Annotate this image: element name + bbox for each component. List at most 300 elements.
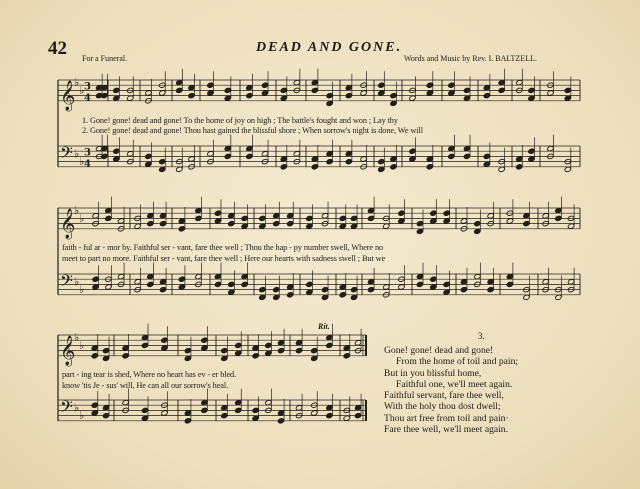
note-head xyxy=(487,286,494,292)
hymn-title: DEAD AND GONE. xyxy=(256,40,403,55)
note-head xyxy=(195,215,202,221)
note-head xyxy=(390,100,397,106)
note-head xyxy=(367,215,374,221)
note-head xyxy=(339,284,346,290)
note-head xyxy=(287,284,294,290)
note-head xyxy=(91,353,98,359)
note-head xyxy=(241,223,248,229)
clef-symbol: 𝄢 xyxy=(60,396,73,421)
note-head xyxy=(483,92,490,98)
note-head xyxy=(555,215,562,221)
note-head xyxy=(430,276,437,282)
note-head xyxy=(184,355,191,361)
note-head xyxy=(555,207,562,213)
note-head xyxy=(273,213,280,219)
verse-line: With the holy thou dost dwell; xyxy=(384,401,501,413)
verse-line: But in you blissful home, xyxy=(384,367,482,379)
note-head xyxy=(354,412,361,418)
note-head xyxy=(326,334,333,340)
note-head xyxy=(117,273,124,279)
note-head xyxy=(145,90,152,96)
note-head xyxy=(122,399,129,405)
flat-symbol: ♭ xyxy=(79,339,85,353)
note-head xyxy=(214,210,221,216)
note-head xyxy=(261,82,268,88)
note-head xyxy=(426,156,433,162)
note-head xyxy=(102,355,109,361)
note-head xyxy=(127,151,134,157)
note-head xyxy=(506,273,513,279)
note-head xyxy=(498,79,505,85)
note-head xyxy=(460,286,467,292)
system-3-lyric-verse-1: part - ing tear is shed, Where no heart has ev - er bled. xyxy=(62,370,237,379)
note-head xyxy=(390,92,397,98)
note-head xyxy=(383,284,390,290)
note-head xyxy=(426,82,433,88)
note-head xyxy=(443,218,450,224)
note-head xyxy=(280,87,287,93)
note-head xyxy=(178,218,185,224)
note-head xyxy=(409,95,416,101)
time-signature-numerator: 3 xyxy=(84,81,91,93)
note-head xyxy=(339,223,346,229)
note-head xyxy=(516,156,523,162)
verse-line: Faithful servant, fare thee well, xyxy=(384,390,504,402)
note-head xyxy=(306,215,313,221)
note-head xyxy=(448,90,455,96)
note-head xyxy=(246,153,253,159)
note-head xyxy=(564,166,571,172)
note-head xyxy=(102,405,109,411)
note-head xyxy=(443,210,450,216)
note-head xyxy=(528,95,535,101)
note-head xyxy=(311,355,318,361)
note-head xyxy=(360,156,367,162)
note-head xyxy=(564,95,571,101)
note-head xyxy=(161,337,168,343)
note-head xyxy=(91,345,98,351)
time-signature-denominator: 4 xyxy=(84,158,91,170)
note-head xyxy=(311,156,318,162)
note-head xyxy=(228,289,235,295)
note-head xyxy=(241,215,248,221)
flat-symbol: ♭ xyxy=(74,331,80,345)
note-head xyxy=(201,345,208,351)
note-head xyxy=(113,148,120,154)
flat-symbol: ♭ xyxy=(79,212,85,226)
verse-line: Fare thee well, we'll meet again. xyxy=(384,424,508,436)
author-credit: Words and Music by Rev. I. BALTZELL. xyxy=(404,54,537,63)
note-head xyxy=(306,223,313,229)
time-signature-denominator: 4 xyxy=(84,92,91,104)
ritardando-marking: Rit. xyxy=(318,322,330,331)
note-head xyxy=(345,92,352,98)
note-head xyxy=(91,402,98,408)
note-head xyxy=(141,407,148,413)
note-head xyxy=(367,207,374,213)
note-head xyxy=(159,166,166,172)
note-head xyxy=(528,148,535,154)
note-head xyxy=(474,273,481,279)
note-head xyxy=(224,95,231,101)
note-head xyxy=(188,85,195,91)
note-head xyxy=(293,151,300,157)
note-head xyxy=(564,87,571,93)
note-head xyxy=(159,220,166,226)
note-head xyxy=(178,226,185,232)
note-head xyxy=(295,340,302,346)
note-head xyxy=(390,164,397,170)
system-1-lyric-verse-2: 2. Gone! gone! dead and gone! Thou hast gained the blissful shore ; When sorrow's night is done, We will xyxy=(82,126,423,135)
note-head xyxy=(201,337,208,343)
flat-symbol: ♭ xyxy=(74,147,80,161)
note-head xyxy=(277,347,284,353)
note-head xyxy=(259,215,266,221)
note-head xyxy=(498,166,505,172)
note-head xyxy=(241,281,248,287)
note-head xyxy=(326,412,333,418)
flat-symbol: ♭ xyxy=(79,409,85,423)
note-head xyxy=(92,284,99,290)
note-head xyxy=(311,347,318,353)
note-head xyxy=(350,223,357,229)
note-head xyxy=(102,412,109,418)
note-head xyxy=(92,213,99,219)
flat-symbol: ♭ xyxy=(79,283,85,297)
note-head xyxy=(261,151,268,157)
note-head xyxy=(326,405,333,411)
note-head xyxy=(105,215,112,221)
note-head xyxy=(91,410,98,416)
note-head xyxy=(326,100,333,106)
note-head xyxy=(448,82,455,88)
system-1-lyric-verse-1: 1. Gone! gone! dead and gone! To the home of joy on high ; The battle's fought and won ; Lay thy xyxy=(82,116,398,125)
verse-number: 3. xyxy=(478,331,485,341)
note-head xyxy=(214,218,221,224)
note-head xyxy=(178,284,185,290)
note-head xyxy=(306,289,313,295)
flat-symbol: ♭ xyxy=(79,155,85,169)
note-head xyxy=(161,345,168,351)
note-head xyxy=(398,218,405,224)
note-head xyxy=(460,218,467,224)
note-head xyxy=(483,161,490,167)
clef-symbol: 𝄞 xyxy=(60,208,76,239)
note-head xyxy=(273,220,280,226)
clef-symbol: 𝄢 xyxy=(60,270,73,295)
note-head xyxy=(195,273,202,279)
note-head xyxy=(483,153,490,159)
note-head xyxy=(228,220,235,226)
note-head xyxy=(416,281,423,287)
note-head xyxy=(463,87,470,93)
note-head xyxy=(528,87,535,93)
flat-symbol: ♭ xyxy=(74,275,80,289)
note-head xyxy=(113,87,120,93)
note-head xyxy=(159,213,166,219)
note-head xyxy=(409,148,416,154)
note-head xyxy=(287,213,294,219)
note-head xyxy=(221,405,228,411)
note-head xyxy=(443,281,450,287)
note-head xyxy=(252,353,259,359)
note-head xyxy=(277,418,284,424)
note-head xyxy=(228,213,235,219)
clef-symbol: 𝄞 xyxy=(60,335,76,366)
note-head xyxy=(147,281,154,287)
note-head xyxy=(426,90,433,96)
note-head xyxy=(277,410,284,416)
note-head xyxy=(102,347,109,353)
note-head xyxy=(390,156,397,162)
note-head xyxy=(474,220,481,226)
note-head xyxy=(416,220,423,226)
note-head xyxy=(246,145,253,151)
note-head xyxy=(339,292,346,298)
note-head xyxy=(161,410,168,416)
verse-line: Thou art free from toil and pain· xyxy=(384,412,509,424)
flat-symbol: ♭ xyxy=(74,76,80,90)
note-head xyxy=(409,156,416,162)
note-head xyxy=(147,213,154,219)
note-head xyxy=(311,79,318,85)
note-head xyxy=(184,410,191,416)
note-head xyxy=(221,412,228,418)
note-head xyxy=(354,405,361,411)
note-head xyxy=(134,279,141,285)
note-head xyxy=(343,345,350,351)
note-head xyxy=(448,153,455,159)
note-head xyxy=(378,82,385,88)
note-head xyxy=(326,342,333,348)
note-head xyxy=(567,279,574,285)
note-head xyxy=(516,164,523,170)
note-head xyxy=(523,213,530,219)
verse-line: Faithful one, we'll meet again. xyxy=(396,378,513,390)
note-head xyxy=(487,213,494,219)
note-head xyxy=(280,164,287,170)
note-head xyxy=(145,161,152,167)
note-head xyxy=(343,415,350,421)
note-head xyxy=(141,334,148,340)
note-head xyxy=(547,90,554,96)
note-head xyxy=(178,276,185,282)
note-head xyxy=(378,158,385,164)
note-head xyxy=(506,281,513,287)
note-head xyxy=(273,286,280,292)
note-head xyxy=(280,156,287,162)
note-head xyxy=(383,223,390,229)
note-head xyxy=(498,87,505,93)
note-head xyxy=(265,342,272,348)
note-head xyxy=(321,213,328,219)
note-head xyxy=(241,273,248,279)
note-head xyxy=(117,218,124,224)
note-head xyxy=(105,207,112,213)
note-head xyxy=(221,355,228,361)
note-head xyxy=(159,286,166,292)
note-head xyxy=(147,220,154,226)
note-head xyxy=(542,213,549,219)
note-head xyxy=(259,286,266,292)
note-head xyxy=(295,405,302,411)
note-head xyxy=(176,79,183,85)
note-head xyxy=(246,85,253,91)
note-head xyxy=(547,145,554,151)
note-head xyxy=(430,284,437,290)
note-head xyxy=(252,407,259,413)
note-head xyxy=(416,273,423,279)
note-head xyxy=(147,273,154,279)
note-head xyxy=(326,151,333,157)
note-head xyxy=(326,92,333,98)
note-head xyxy=(542,279,549,285)
note-head xyxy=(105,284,112,290)
note-head xyxy=(367,286,374,292)
system-3-lyric-verse-2: know 'tis Je - sus' will, He can all our sorrow's heal. xyxy=(62,381,229,390)
verse-line: Gone! gone! dead and gone! xyxy=(384,345,494,356)
note-head xyxy=(207,82,214,88)
note-head xyxy=(443,289,450,295)
system-2-lyric-verse-1: faith - ful ar - mor by. Faithful ser - vant, fare thee well ; Thou the hap - py number swell, Where no xyxy=(62,243,384,252)
verse-line: From the home of toil and pain; xyxy=(396,356,519,368)
note-head xyxy=(463,153,470,159)
note-head xyxy=(224,145,231,151)
flat-symbol: ♭ xyxy=(74,401,80,415)
note-head xyxy=(287,220,294,226)
note-head xyxy=(122,353,129,359)
note-head xyxy=(287,292,294,298)
note-head xyxy=(311,87,318,93)
note-head xyxy=(448,145,455,151)
note-head xyxy=(141,415,148,421)
clef-symbol: 𝄞 xyxy=(60,80,76,111)
note-head xyxy=(201,399,208,405)
note-head xyxy=(277,340,284,346)
flat-symbol: ♭ xyxy=(74,204,80,218)
note-head xyxy=(265,350,272,356)
note-head xyxy=(474,228,481,234)
note-head xyxy=(416,228,423,234)
note-head xyxy=(339,215,346,221)
note-head xyxy=(235,407,242,413)
flat-symbol: ♭ xyxy=(79,84,85,98)
note-head xyxy=(321,286,328,292)
note-head xyxy=(259,223,266,229)
note-head xyxy=(134,223,141,229)
time-signature-numerator: 3 xyxy=(84,147,91,159)
note-head xyxy=(207,151,214,157)
note-head xyxy=(273,294,280,300)
note-head xyxy=(367,279,374,285)
note-head xyxy=(295,347,302,353)
note-head xyxy=(516,79,523,85)
note-head xyxy=(567,223,574,229)
note-head xyxy=(483,85,490,91)
note-head xyxy=(460,279,467,285)
note-head xyxy=(122,345,129,351)
note-head xyxy=(159,279,166,285)
note-head xyxy=(311,410,318,416)
note-head xyxy=(141,342,148,348)
note-head xyxy=(214,281,221,287)
note-head xyxy=(280,95,287,101)
note-head xyxy=(224,153,231,159)
note-head xyxy=(265,399,272,405)
note-head xyxy=(184,418,191,424)
note-head xyxy=(487,279,494,285)
note-head xyxy=(113,95,120,101)
note-head xyxy=(214,273,221,279)
note-head xyxy=(159,158,166,164)
note-head xyxy=(430,218,437,224)
note-head xyxy=(463,145,470,151)
note-head xyxy=(350,215,357,221)
note-head xyxy=(430,210,437,216)
note-head xyxy=(235,350,242,356)
note-head xyxy=(201,407,208,413)
note-head xyxy=(207,90,214,96)
note-head xyxy=(311,164,318,170)
note-head xyxy=(506,218,513,224)
note-head xyxy=(426,164,433,170)
note-head xyxy=(228,281,235,287)
note-head xyxy=(261,90,268,96)
system-2-lyric-verse-2: meet to part no more. Faithful ser - vant, fare thee well ; Here our hearts with sadness swell ; But we xyxy=(62,254,386,263)
note-head xyxy=(252,415,259,421)
note-head xyxy=(184,347,191,353)
note-head xyxy=(235,399,242,405)
occasion-label: For a Funeral. xyxy=(82,54,128,63)
note-head xyxy=(159,90,166,96)
note-head xyxy=(127,95,134,101)
clef-symbol: 𝄢 xyxy=(60,142,73,167)
note-head xyxy=(345,85,352,91)
note-head xyxy=(176,87,183,93)
note-head xyxy=(345,151,352,157)
note-head xyxy=(259,294,266,300)
note-head xyxy=(113,156,120,162)
note-head xyxy=(246,92,253,98)
note-head xyxy=(235,342,242,348)
note-head xyxy=(321,294,328,300)
note-head xyxy=(92,276,99,282)
note-head xyxy=(378,166,385,172)
note-head xyxy=(224,87,231,93)
note-head xyxy=(523,294,530,300)
verse-stanza xyxy=(384,345,518,435)
note-head xyxy=(252,345,259,351)
note-head xyxy=(528,156,535,162)
note-head xyxy=(343,353,350,359)
note-head xyxy=(463,95,470,101)
note-head xyxy=(360,90,367,96)
note-head xyxy=(345,158,352,164)
note-head xyxy=(350,294,357,300)
note-head xyxy=(350,286,357,292)
note-head xyxy=(523,220,530,226)
note-head xyxy=(398,210,405,216)
note-head xyxy=(398,284,405,290)
note-head xyxy=(306,281,313,287)
note-head xyxy=(326,158,333,164)
page-number: 42 xyxy=(48,38,67,59)
note-head xyxy=(176,166,183,172)
note-head xyxy=(188,156,195,162)
note-head xyxy=(354,340,361,346)
note-head xyxy=(293,79,300,85)
note-head xyxy=(555,294,562,300)
